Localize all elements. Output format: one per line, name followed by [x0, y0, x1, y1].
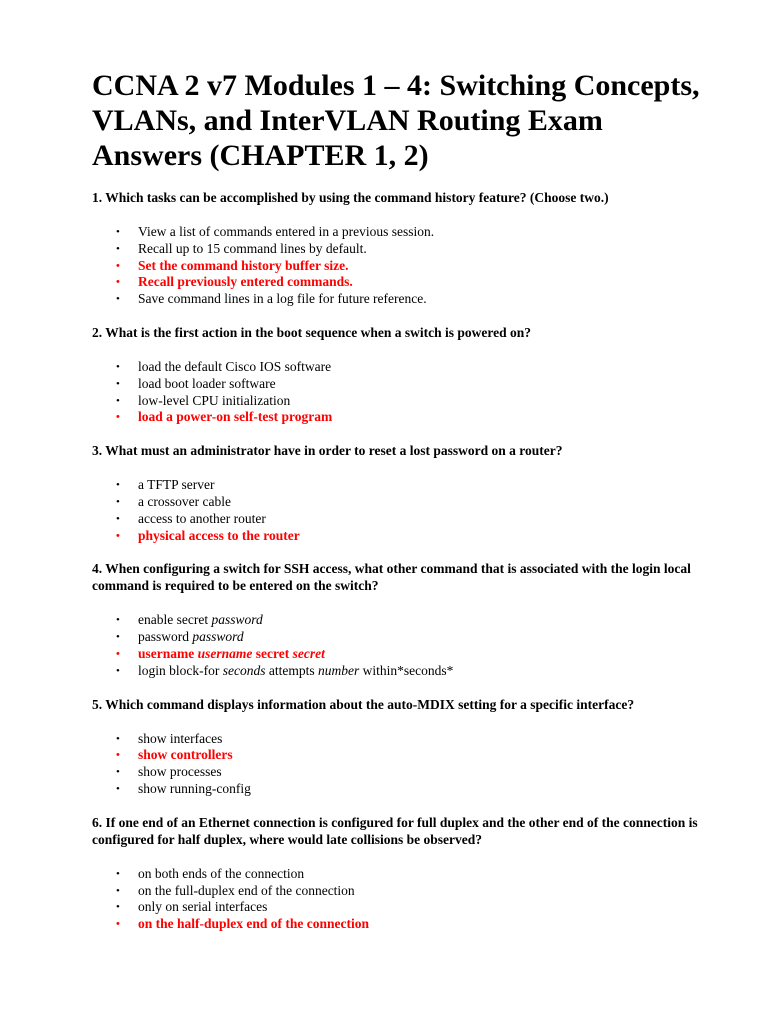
answer-placeholder-text: number [317, 662, 360, 678]
bullet-icon: • [116, 512, 120, 525]
answer-item [92, 511, 708, 528]
bullet-icon: • [116, 732, 120, 745]
answer-item [92, 393, 708, 410]
answer-item [92, 224, 708, 241]
answer-text: load a power-on self-test program [138, 409, 333, 425]
answer-item [92, 764, 708, 781]
answer-text: login block-for [138, 662, 223, 678]
correct-answer-item [92, 646, 708, 663]
answer-text: load the default Cisco IOS software [138, 358, 332, 374]
bullet-icon: • [116, 242, 120, 255]
correct-answer-item [92, 747, 708, 764]
bullet-icon: • [116, 377, 120, 390]
bullet-icon: • [116, 529, 120, 542]
answer-text: a TFTP server [138, 477, 215, 493]
bullet-icon: • [116, 259, 120, 272]
answer-item [92, 291, 708, 308]
answer-text: show processes [138, 764, 222, 780]
bullet-icon: • [116, 631, 120, 644]
answer-item [92, 731, 708, 748]
bullet-icon: • [116, 276, 120, 289]
answer-text: attempts [265, 662, 318, 678]
answer-text: access to another router [138, 510, 266, 526]
correct-answer-item [92, 528, 708, 545]
bullet-icon: • [116, 664, 120, 677]
bullet-icon: • [116, 766, 120, 779]
answer-text: on the half-duplex end of the connection [138, 916, 370, 932]
answer-list [92, 224, 708, 308]
answer-item [92, 629, 708, 646]
answer-list [92, 612, 708, 679]
answer-text: enable secret [138, 612, 212, 628]
bullet-icon: • [116, 479, 120, 492]
bullet-icon: • [116, 647, 120, 660]
answer-text: username [138, 645, 198, 661]
answer-list [92, 359, 708, 426]
question-block [92, 442, 708, 544]
answer-text: Recall up to 15 command lines by default. [138, 240, 367, 256]
answer-item [92, 781, 708, 798]
answer-text: low-level CPU initialization [138, 392, 291, 408]
answer-placeholder-text: password [211, 612, 263, 628]
answer-text: Recall previously entered commands. [138, 274, 353, 290]
answer-item [92, 241, 708, 258]
answer-text: show controllers [138, 747, 233, 763]
question-text: 6. If one end of an Ethernet connection is configured for full duplex and the other end of the connection is configured for half duplex, where would late collisions be observed? [92, 814, 698, 847]
answer-placeholder-text: secret [292, 645, 325, 661]
bullet-icon: • [116, 867, 120, 880]
answer-text: secret [252, 645, 293, 661]
question-block [92, 189, 708, 308]
answer-item [92, 866, 708, 883]
answer-item [92, 663, 708, 680]
correct-answer-item [92, 409, 708, 426]
bullet-icon: • [116, 394, 120, 407]
answer-item [92, 376, 708, 393]
answer-text: within*seconds* [359, 662, 454, 678]
bullet-icon: • [116, 411, 120, 424]
question-list [92, 189, 708, 933]
answer-placeholder-text: seconds [222, 662, 266, 678]
correct-answer-item [92, 274, 708, 291]
bullet-icon: • [116, 782, 120, 795]
answer-list [92, 731, 708, 798]
answer-item [92, 477, 708, 494]
bullet-icon: • [116, 293, 120, 306]
question-text: 5. Which command displays information about the auto-MDIX setting for a specific interface? [92, 696, 635, 712]
correct-answer-item [92, 916, 708, 933]
answer-item [92, 883, 708, 900]
answer-text: Set the command history buffer size. [138, 257, 349, 273]
answer-text: on the full-duplex end of the connection [138, 882, 355, 898]
answer-item [92, 612, 708, 629]
question-block [92, 324, 708, 426]
answer-text: password [138, 629, 193, 645]
question-text: 4. When configuring a switch for SSH access, what other command that is associated with the login local command is required to be entered on the switch? [92, 561, 691, 594]
bullet-icon: • [116, 918, 120, 931]
answer-list [92, 866, 708, 933]
answer-text: show running-config [138, 780, 251, 796]
answer-placeholder-text: password [192, 629, 244, 645]
answer-text: load boot loader software [138, 375, 276, 391]
question-text: 1. Which tasks can be accomplished by using the command history feature? (Choose two.) [92, 190, 609, 205]
answer-text: show interfaces [138, 730, 223, 746]
bullet-icon: • [116, 884, 120, 897]
question-text: 3. What must an administrator have in order to reset a lost password on a router? [92, 443, 563, 459]
answer-text: View a list of commands entered in a previous session. [138, 224, 435, 239]
answer-text: on both ends of the connection [138, 865, 305, 881]
question-block [92, 696, 708, 798]
bullet-icon: • [116, 495, 120, 508]
answer-text: Save command lines in a log file for future reference. [138, 291, 427, 307]
bullet-icon: • [116, 614, 120, 627]
answer-item [92, 359, 708, 376]
question-block [92, 814, 708, 933]
question-block [92, 560, 708, 679]
bullet-icon: • [116, 901, 120, 914]
answer-text: a crossover cable [138, 493, 231, 509]
bullet-icon: • [116, 226, 120, 238]
question-text: 2. What is the first action in the boot sequence when a switch is powered on? [92, 324, 532, 340]
answer-item [92, 899, 708, 916]
correct-answer-item [92, 258, 708, 275]
answer-list [92, 477, 708, 544]
answer-placeholder-text: username [197, 645, 253, 661]
answer-text: only on serial interfaces [138, 899, 268, 915]
page-title: CCNA 2 v7 Modules 1 – 4: Switching Concepts, VLANs, and InterVLAN Routing Exam Answers (CHAPTER 1, 2) [92, 69, 700, 172]
bullet-icon: • [116, 749, 120, 762]
answer-item [92, 494, 708, 511]
bullet-icon: • [116, 360, 120, 373]
answer-text: physical access to the router [138, 527, 300, 543]
